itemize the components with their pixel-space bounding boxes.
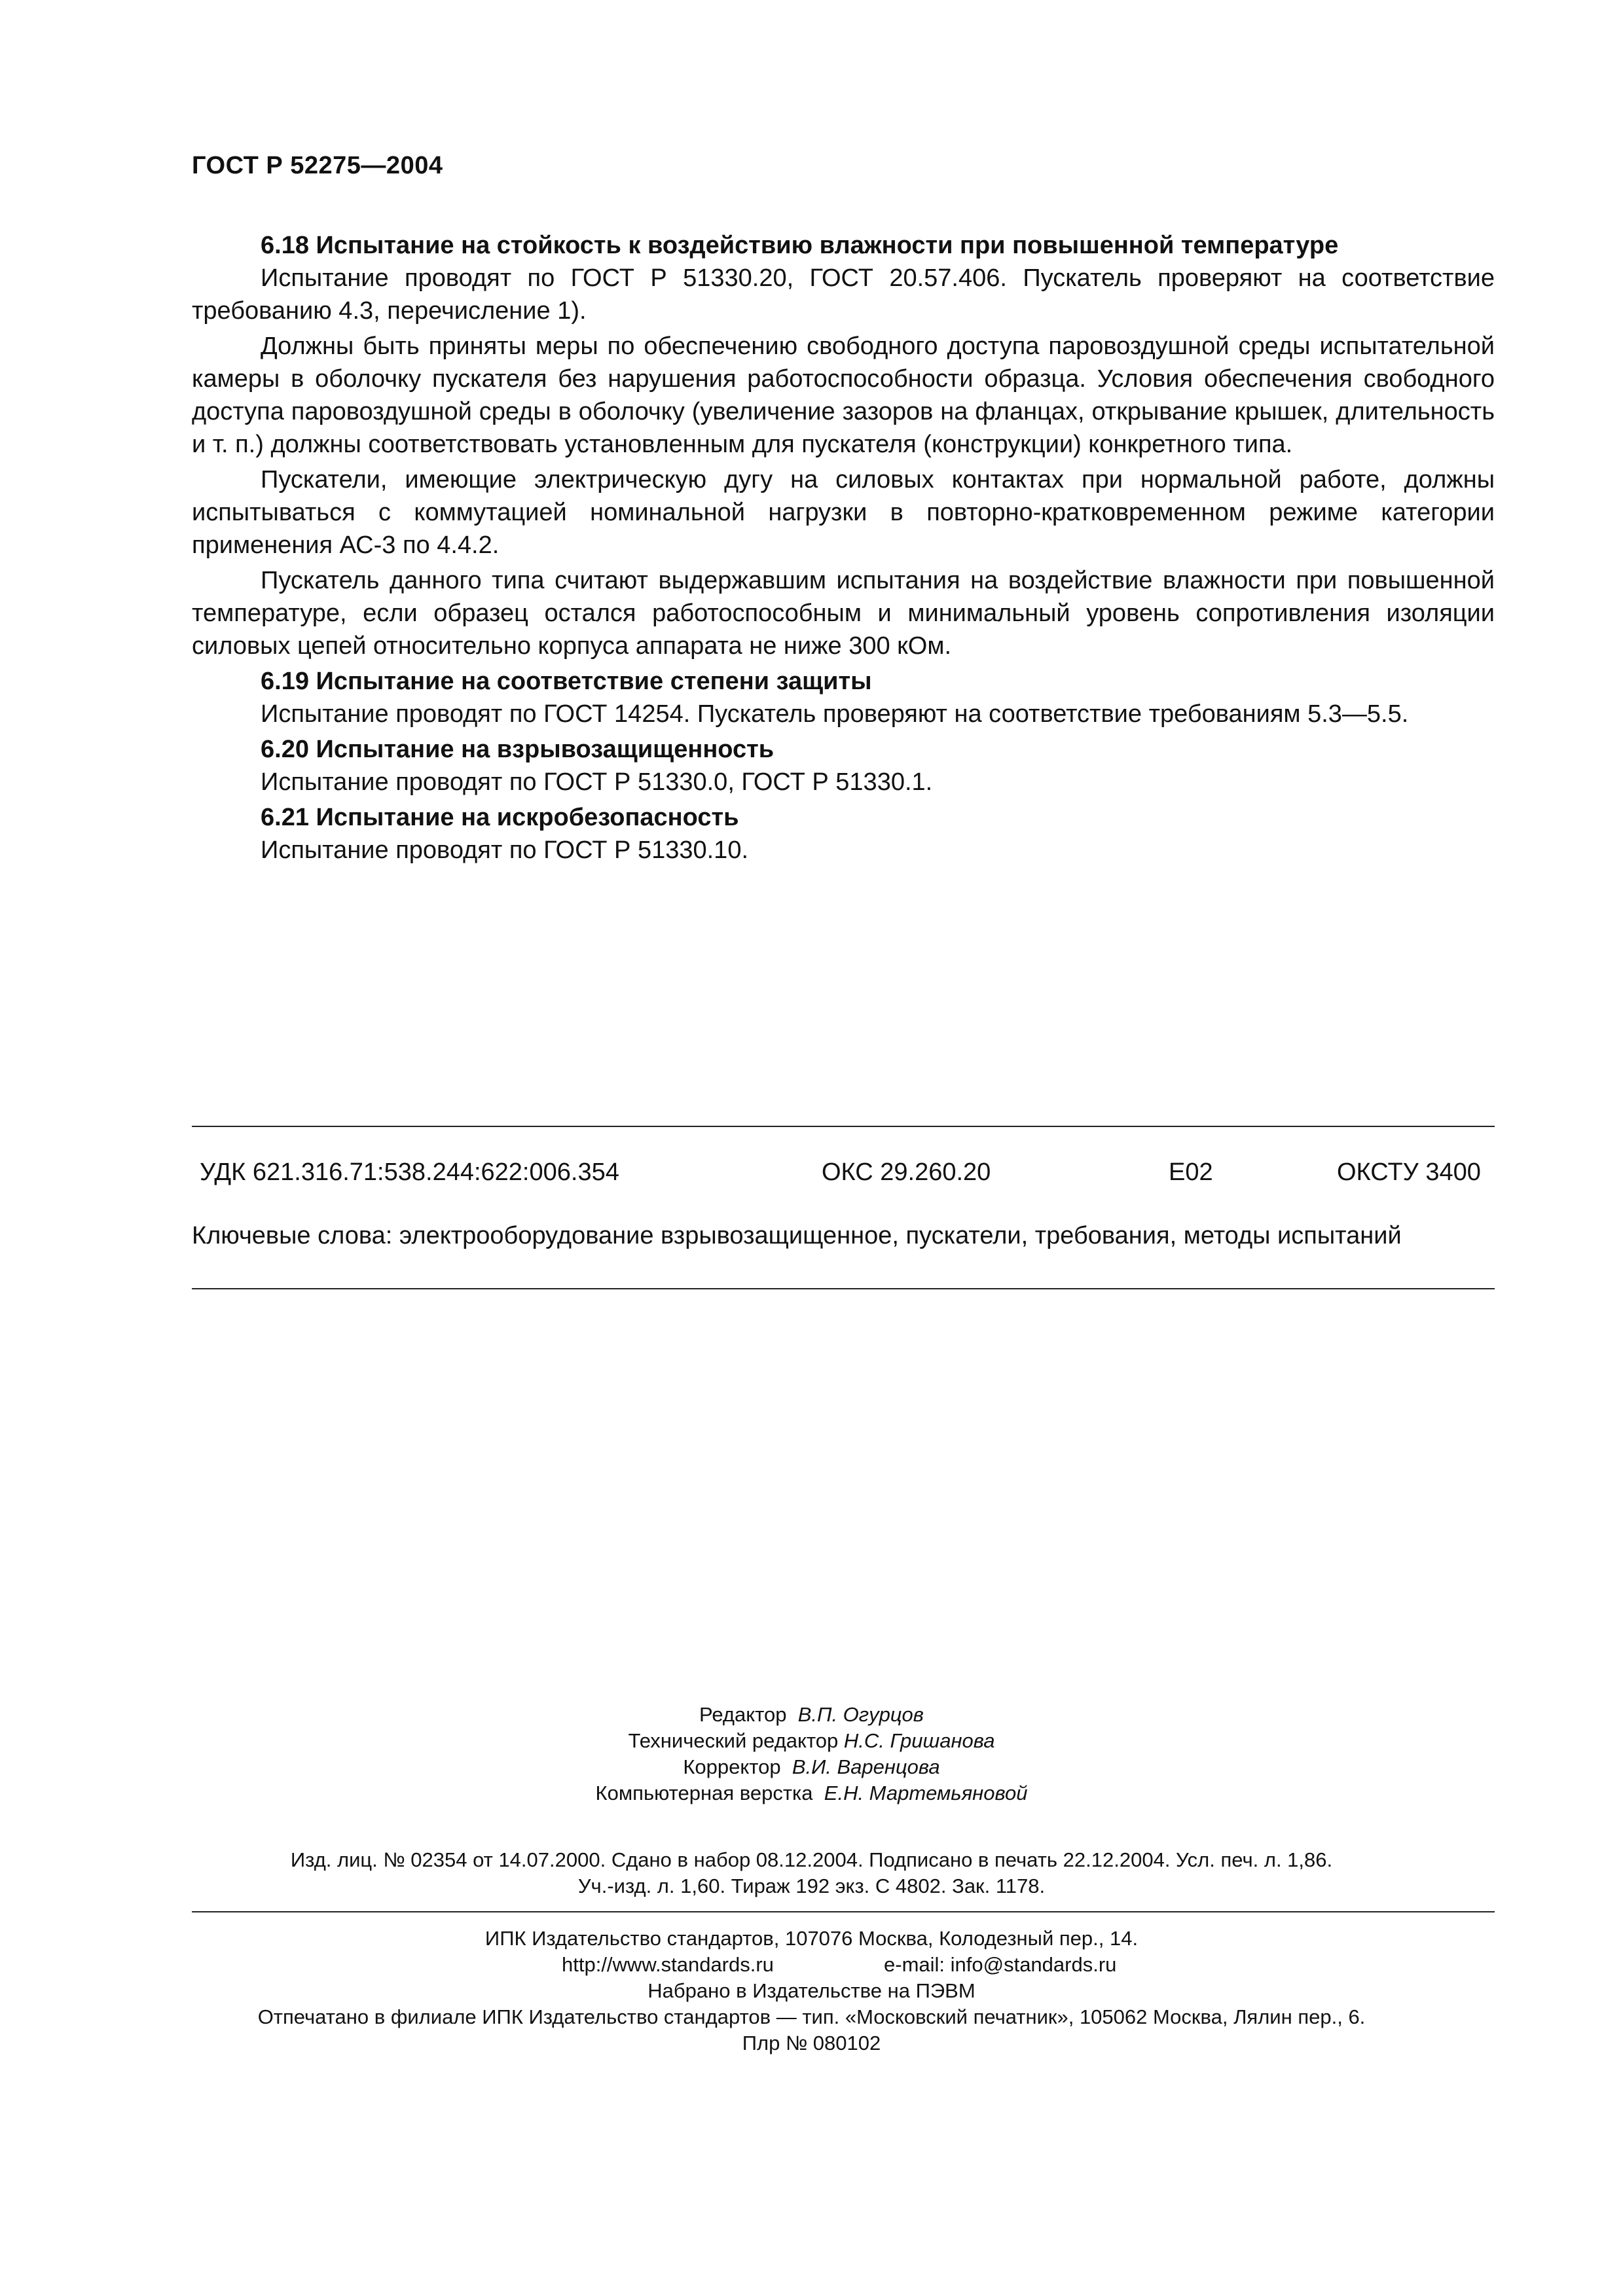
paragraph: Испытание проводят по ГОСТ Р 51330.10. [261,836,749,864]
section-title-6-19: 6.19 Испытание на соответствие степени защиты [261,668,872,695]
document-code-header: ГОСТ Р 52275—2004 [192,152,443,179]
section-title-6-21: 6.21 Испытание на искробезопасность [261,804,739,831]
imprint-block [0,1847,1623,1899]
publisher-address: ИПК Издательство стандартов, 107076 Москва, Колодезный пер., 14. [484,1927,1139,1950]
paragraph: Пускатели, имеющие электрическую дугу на силовых контактах при нормальной работе, должны испытываться с коммутацией номинальной нагрузки в повторно-кратковременном режиме категории применения АС-3 по 4.4.2. [192,466,1495,559]
section-title-6-18: 6.18 Испытание на стойкость к воздействию влажности при повышенной температуре [261,232,1339,259]
oks-code: ОКС 29.260.20 [822,1158,991,1186]
imprint-line-1: Изд. лиц. № 02354 от 14.07.2000. Сдано в набор 08.12.2004. Подписано в печать 22.12.2004. Усл. печ. л. 1,86. [290,1848,1333,1871]
credits-block [0,1702,1623,1806]
publisher-email: e-mail: info@standards.ru [884,1953,1117,1976]
publisher-contacts [0,1952,1623,1978]
paragraph: Испытание проводят по ГОСТ Р 51330.0, ГОСТ Р 51330.1. [261,768,933,796]
publisher-block [0,1926,1623,2056]
paragraph: Должны быть приняты меры по обеспечению свободного доступа паровоздушной среды испытательной камеры в оболочку пускателя без нарушения работоспособности образца. Условия обеспечения свободного доступа паровоздушной среды в оболочку (увеличение зазоров на фланцах, открывание крышек, длительность и т. п.) должны соответствовать установленным для пускателя (конструкции) конкретного типа. [192,332,1495,458]
plr-number: Плр № 080102 [742,2032,881,2054]
credit-layout: Компьютерная верстка Е.Н. Мартемьяновой [595,1782,1028,1804]
document-body [192,229,1495,869]
okstu-code: ОКСТУ 3400 [1337,1158,1481,1186]
section-title-6-20: 6.20 Испытание на взрывозащищенность [261,736,775,763]
imprint-divider [192,1911,1495,1912]
paragraph: Испытание проводят по ГОСТ 14254. Пускатель проверяют на соответствие требованиям 5.3—5.5. [261,700,1409,728]
typeset-note: Набрано в Издательстве на ПЭВМ [647,1979,976,2002]
credit-proofreader: Корректор В.И. Варенцова [683,1755,940,1778]
credit-editor: Редактор В.П. Огурцов [699,1703,924,1726]
keywords-line: Ключевые слова: электрооборудование взрывозащищенное, пускатели, требования, методы испытаний [192,1222,1402,1249]
paragraph: Пускатель данного типа считают выдержавшим испытания на воздействие влажности при повышенной температуре, если образец остался работоспособным и минимальный уровень сопротивления изоляции силовых цепей относительно корпуса аппарата не ниже 300 кОм. [192,567,1495,660]
publisher-website: http://www.standards.ru [562,1953,774,1976]
top-divider [192,1126,1495,1127]
udk-code: УДК 621.316.71:538.244:622:006.354 [200,1158,619,1186]
group-code: Е02 [1169,1158,1213,1186]
imprint-line-2: Уч.-изд. л. 1,60. Тираж 192 экз. С 4802. Зак. 1178. [577,1874,1046,1897]
bottom-divider [192,1288,1495,1289]
credit-tech-editor: Технический редактор Н.С. Гришанова [628,1729,995,1752]
paragraph: Испытание проводят по ГОСТ Р 51330.20, ГОСТ 20.57.406. Пускатель проверяют на соответствие требованию 4.3, перечисление 1). [192,264,1495,325]
printed-note: Отпечатано в филиале ИПК Издательство стандартов — тип. «Московский печатник», 105062 Москва, Лялин пер., 6. [257,2005,1366,2028]
